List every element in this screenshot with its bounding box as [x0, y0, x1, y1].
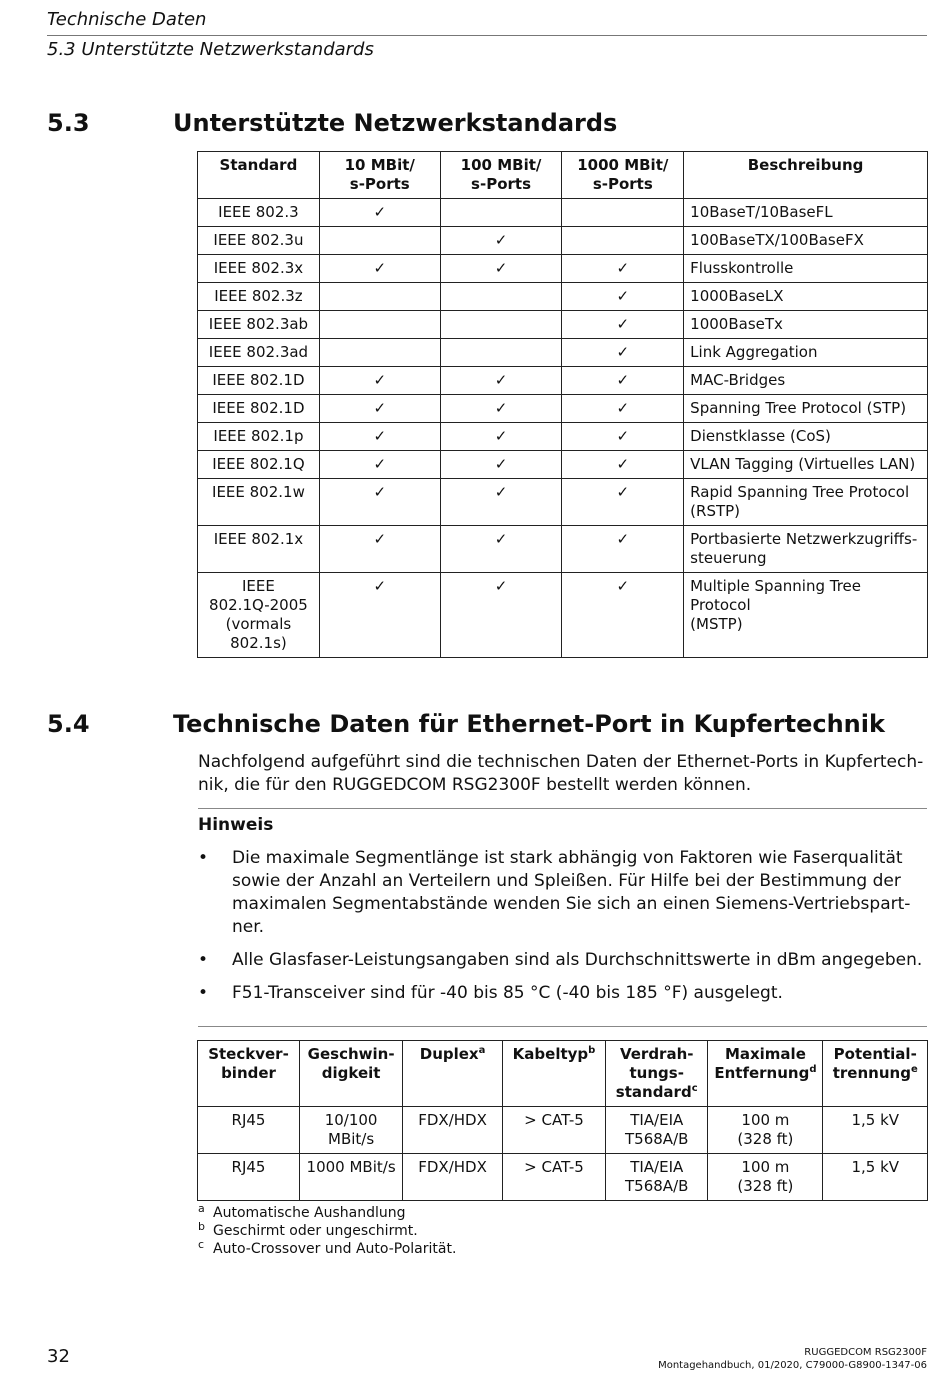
port-support-cell — [562, 573, 684, 658]
standard-cell: IEEE 802.1w — [198, 479, 320, 526]
description-cell: 100BaseTX/100BaseFX — [684, 227, 928, 255]
port-support-cell — [562, 339, 684, 367]
check-icon: ✓ — [616, 577, 630, 595]
table-cell: > CAT-5 — [502, 1107, 605, 1154]
column-header: Potential- trennung$^e$ — [823, 1041, 928, 1107]
column-header: Beschreibung — [684, 152, 928, 199]
check-icon: ✓ — [494, 455, 508, 473]
table-row — [198, 423, 928, 451]
port-support-cell — [319, 283, 440, 311]
header-rule — [47, 35, 927, 36]
port-support-cell — [562, 395, 684, 423]
port-support-cell — [440, 311, 562, 339]
standard-cell: IEEE 802.3u — [198, 227, 320, 255]
port-support-cell — [319, 526, 440, 573]
description-cell: 10BaseT/10BaseFL — [684, 199, 928, 227]
description-cell: VLAN Tagging (Virtuelles LAN) — [684, 451, 928, 479]
description-cell: Spanning Tree Protocol (STP) — [684, 395, 928, 423]
column-header: 1000 MBit/ s-Ports — [562, 152, 684, 199]
check-icon: ✓ — [373, 399, 387, 417]
check-icon: ✓ — [373, 427, 387, 445]
check-icon: ✓ — [494, 483, 508, 501]
port-support-cell — [562, 451, 684, 479]
table-cell: RJ45 — [198, 1107, 300, 1154]
table-row — [198, 573, 928, 658]
note-heading: Hinweis — [198, 815, 274, 835]
section-5-4-intro: Nachfolgend aufgeführt sind die technischen Daten der Ethernet-Ports in Kupfertech- nik, die für den RUGGEDCOM RSG2300F bestellt werden können. — [198, 752, 924, 795]
table-row — [198, 1107, 928, 1154]
table-row — [198, 1154, 928, 1201]
port-support-cell — [562, 423, 684, 451]
port-support-cell — [440, 227, 562, 255]
port-support-cell — [440, 283, 562, 311]
check-icon: ✓ — [373, 483, 387, 501]
port-support-cell — [440, 199, 562, 227]
page-number: 32 — [47, 1346, 70, 1367]
table-row — [198, 283, 928, 311]
standard-cell: IEEE 802.1Q-2005 (vormals 802.1s) — [198, 573, 320, 658]
table-cell: 100 m (328 ft) — [708, 1107, 823, 1154]
table-cell: 10/100 MBit/s — [300, 1107, 403, 1154]
section-5-3-number: 5.3 — [47, 109, 90, 137]
column-header: Steckver- binder — [198, 1041, 300, 1107]
note-text: F51-Transceiver sind für -40 bis 85 °C (-40 bis 185 °F) ausgelegt. — [232, 983, 783, 1003]
footnote-marker: b — [588, 1045, 596, 1056]
port-support-cell — [562, 311, 684, 339]
check-icon: ✓ — [494, 371, 508, 389]
description-cell: Link Aggregation — [684, 339, 928, 367]
table-row — [198, 479, 928, 526]
note-top-rule — [198, 808, 927, 809]
port-support-cell — [562, 526, 684, 573]
check-icon: ✓ — [373, 371, 387, 389]
column-header: Duplex$^a$ — [403, 1041, 503, 1107]
column-header: Geschwin- digkeit — [300, 1041, 403, 1107]
port-support-cell — [319, 573, 440, 658]
section-5-4-title: Technische Daten für Ethernet-Port in Kupfertechnik — [173, 710, 885, 738]
port-support-cell — [562, 283, 684, 311]
note-text: Alle Glasfaser-Leistungsangaben sind als Durchschnittswerte in dBm angegeben. — [232, 950, 923, 970]
port-support-cell — [562, 227, 684, 255]
description-cell: Dienstklasse (CoS) — [684, 423, 928, 451]
table-cell: 100 m (328 ft) — [708, 1154, 823, 1201]
port-support-cell — [319, 423, 440, 451]
description-cell: Flusskontrolle — [684, 255, 928, 283]
bullet-icon: • — [198, 950, 209, 970]
port-support-cell — [562, 479, 684, 526]
port-support-cell — [319, 255, 440, 283]
table-cell: 1,5 kV — [823, 1154, 928, 1201]
running-header — [47, 8, 927, 62]
section-5-3-title: Unterstützte Netzwerkstandards — [173, 109, 618, 137]
footnote-mark: a — [198, 1202, 205, 1215]
table-row — [198, 227, 928, 255]
check-icon: ✓ — [373, 455, 387, 473]
table-footnotes — [198, 1204, 456, 1258]
copper-port-specs-table — [197, 1040, 928, 1201]
port-support-cell — [319, 451, 440, 479]
standard-cell: IEEE 802.1Q — [198, 451, 320, 479]
table-row — [198, 526, 928, 573]
check-icon: ✓ — [494, 577, 508, 595]
check-icon: ✓ — [494, 427, 508, 445]
port-support-cell — [440, 339, 562, 367]
footer-doc-id: Montagehandbuch, 01/2020, C79000-G8900-1347-06 — [658, 1360, 927, 1371]
check-icon: ✓ — [373, 530, 387, 548]
standard-cell: IEEE 802.1D — [198, 395, 320, 423]
check-icon: ✓ — [616, 315, 630, 333]
check-icon: ✓ — [616, 483, 630, 501]
check-icon: ✓ — [494, 259, 508, 277]
description-cell: Portbasierte Netzwerkzugriffs- steuerung — [684, 526, 928, 573]
running-header-chapter: Technische Daten — [47, 9, 207, 30]
footnote-marker: c — [691, 1083, 698, 1094]
table-row — [198, 255, 928, 283]
network-standards-table — [197, 151, 928, 658]
table-cell: TIA/EIA T568A/B — [606, 1154, 708, 1201]
port-support-cell — [440, 423, 562, 451]
bullet-icon: • — [198, 848, 209, 868]
footnote-text: Geschirmt oder ungeschirmt. — [213, 1223, 418, 1239]
standard-cell: IEEE 802.3z — [198, 283, 320, 311]
footnote-marker: e — [910, 1064, 918, 1075]
footnote-text: Auto-Crossover und Auto-Polarität. — [213, 1241, 457, 1257]
running-header-section: 5.3 Unterstützte Netzwerkstandards — [47, 39, 374, 60]
list-item — [198, 949, 928, 972]
section-5-4-number: 5.4 — [47, 710, 90, 738]
standard-cell: IEEE 802.1D — [198, 367, 320, 395]
footnote — [198, 1240, 456, 1258]
standard-cell: IEEE 802.3ab — [198, 311, 320, 339]
description-cell: Multiple Spanning Tree Protocol (MSTP) — [684, 573, 928, 658]
description-cell: MAC-Bridges — [684, 367, 928, 395]
table-cell: > CAT-5 — [502, 1154, 605, 1201]
table-cell: 1,5 kV — [823, 1107, 928, 1154]
footnote-mark: b — [198, 1220, 205, 1233]
note-list — [198, 847, 928, 1015]
check-icon: ✓ — [373, 203, 387, 221]
port-support-cell — [562, 199, 684, 227]
port-support-cell — [319, 199, 440, 227]
bullet-icon: • — [198, 983, 209, 1003]
check-icon: ✓ — [616, 287, 630, 305]
table-row — [198, 311, 928, 339]
description-cell: 1000BaseLX — [684, 283, 928, 311]
port-support-cell — [562, 255, 684, 283]
port-support-cell — [440, 255, 562, 283]
port-support-cell — [440, 451, 562, 479]
description-cell: Rapid Spanning Tree Protocol (RSTP) — [684, 479, 928, 526]
list-item — [198, 982, 928, 1005]
check-icon: ✓ — [494, 231, 508, 249]
check-icon: ✓ — [494, 399, 508, 417]
standard-cell: IEEE 802.3 — [198, 199, 320, 227]
column-header: 10 MBit/ s-Ports — [319, 152, 440, 199]
port-support-cell — [319, 479, 440, 526]
port-support-cell — [319, 311, 440, 339]
footer-product: RUGGEDCOM RSG2300F — [804, 1347, 927, 1358]
check-icon: ✓ — [616, 427, 630, 445]
footnote-text: Automatische Aushandlung — [213, 1205, 406, 1221]
footnote — [198, 1204, 456, 1222]
port-support-cell — [440, 395, 562, 423]
description-cell: 1000BaseTx — [684, 311, 928, 339]
column-header: Kabeltyp$^b$ — [502, 1041, 605, 1107]
standard-cell: IEEE 802.1p — [198, 423, 320, 451]
check-icon: ✓ — [616, 343, 630, 361]
table-row — [198, 199, 928, 227]
table-cell: FDX/HDX — [403, 1154, 503, 1201]
table-cell: RJ45 — [198, 1154, 300, 1201]
check-icon: ✓ — [616, 259, 630, 277]
footnote-marker: a — [478, 1045, 486, 1056]
check-icon: ✓ — [373, 577, 387, 595]
footnote — [198, 1222, 456, 1240]
port-support-cell — [319, 367, 440, 395]
port-support-cell — [319, 227, 440, 255]
footnote-mark: c — [198, 1238, 205, 1251]
table-cell: TIA/EIA T568A/B — [606, 1107, 708, 1154]
column-header: 100 MBit/ s-Ports — [440, 152, 562, 199]
footnote-marker: d — [809, 1064, 817, 1075]
port-support-cell — [440, 479, 562, 526]
column-header: Maximale Entfernung$^d$ — [708, 1041, 823, 1107]
check-icon: ✓ — [616, 371, 630, 389]
table-cell: FDX/HDX — [403, 1107, 503, 1154]
note-text: Die maximale Segmentlänge ist stark abhängig von Faktoren wie Faserqualität sowie der Anzahl an Verteilern und Spleißen. Für Hilfe bei der Bestimmung der maximalen Segmentabstände wenden Sie sich an einen Siemens-Vertriebspart- ner. — [232, 848, 911, 937]
check-icon: ✓ — [373, 259, 387, 277]
column-header: Standard — [198, 152, 320, 199]
check-icon: ✓ — [616, 455, 630, 473]
port-support-cell — [440, 367, 562, 395]
table-cell: 1000 MBit/s — [300, 1154, 403, 1201]
table-row — [198, 451, 928, 479]
check-icon: ✓ — [616, 399, 630, 417]
table-row — [198, 339, 928, 367]
column-header: Verdrah- tungs- standard$^c$ — [606, 1041, 708, 1107]
standard-cell: IEEE 802.3ad — [198, 339, 320, 367]
standard-cell: IEEE 802.3x — [198, 255, 320, 283]
port-support-cell — [440, 573, 562, 658]
check-icon: ✓ — [616, 530, 630, 548]
document-footer — [658, 1346, 927, 1372]
port-support-cell — [440, 526, 562, 573]
standard-cell: IEEE 802.1x — [198, 526, 320, 573]
port-support-cell — [319, 395, 440, 423]
port-support-cell — [562, 367, 684, 395]
table-row — [198, 395, 928, 423]
table-row — [198, 367, 928, 395]
note-bottom-rule — [198, 1026, 927, 1027]
port-support-cell — [319, 339, 440, 367]
list-item — [198, 847, 928, 939]
check-icon: ✓ — [494, 530, 508, 548]
